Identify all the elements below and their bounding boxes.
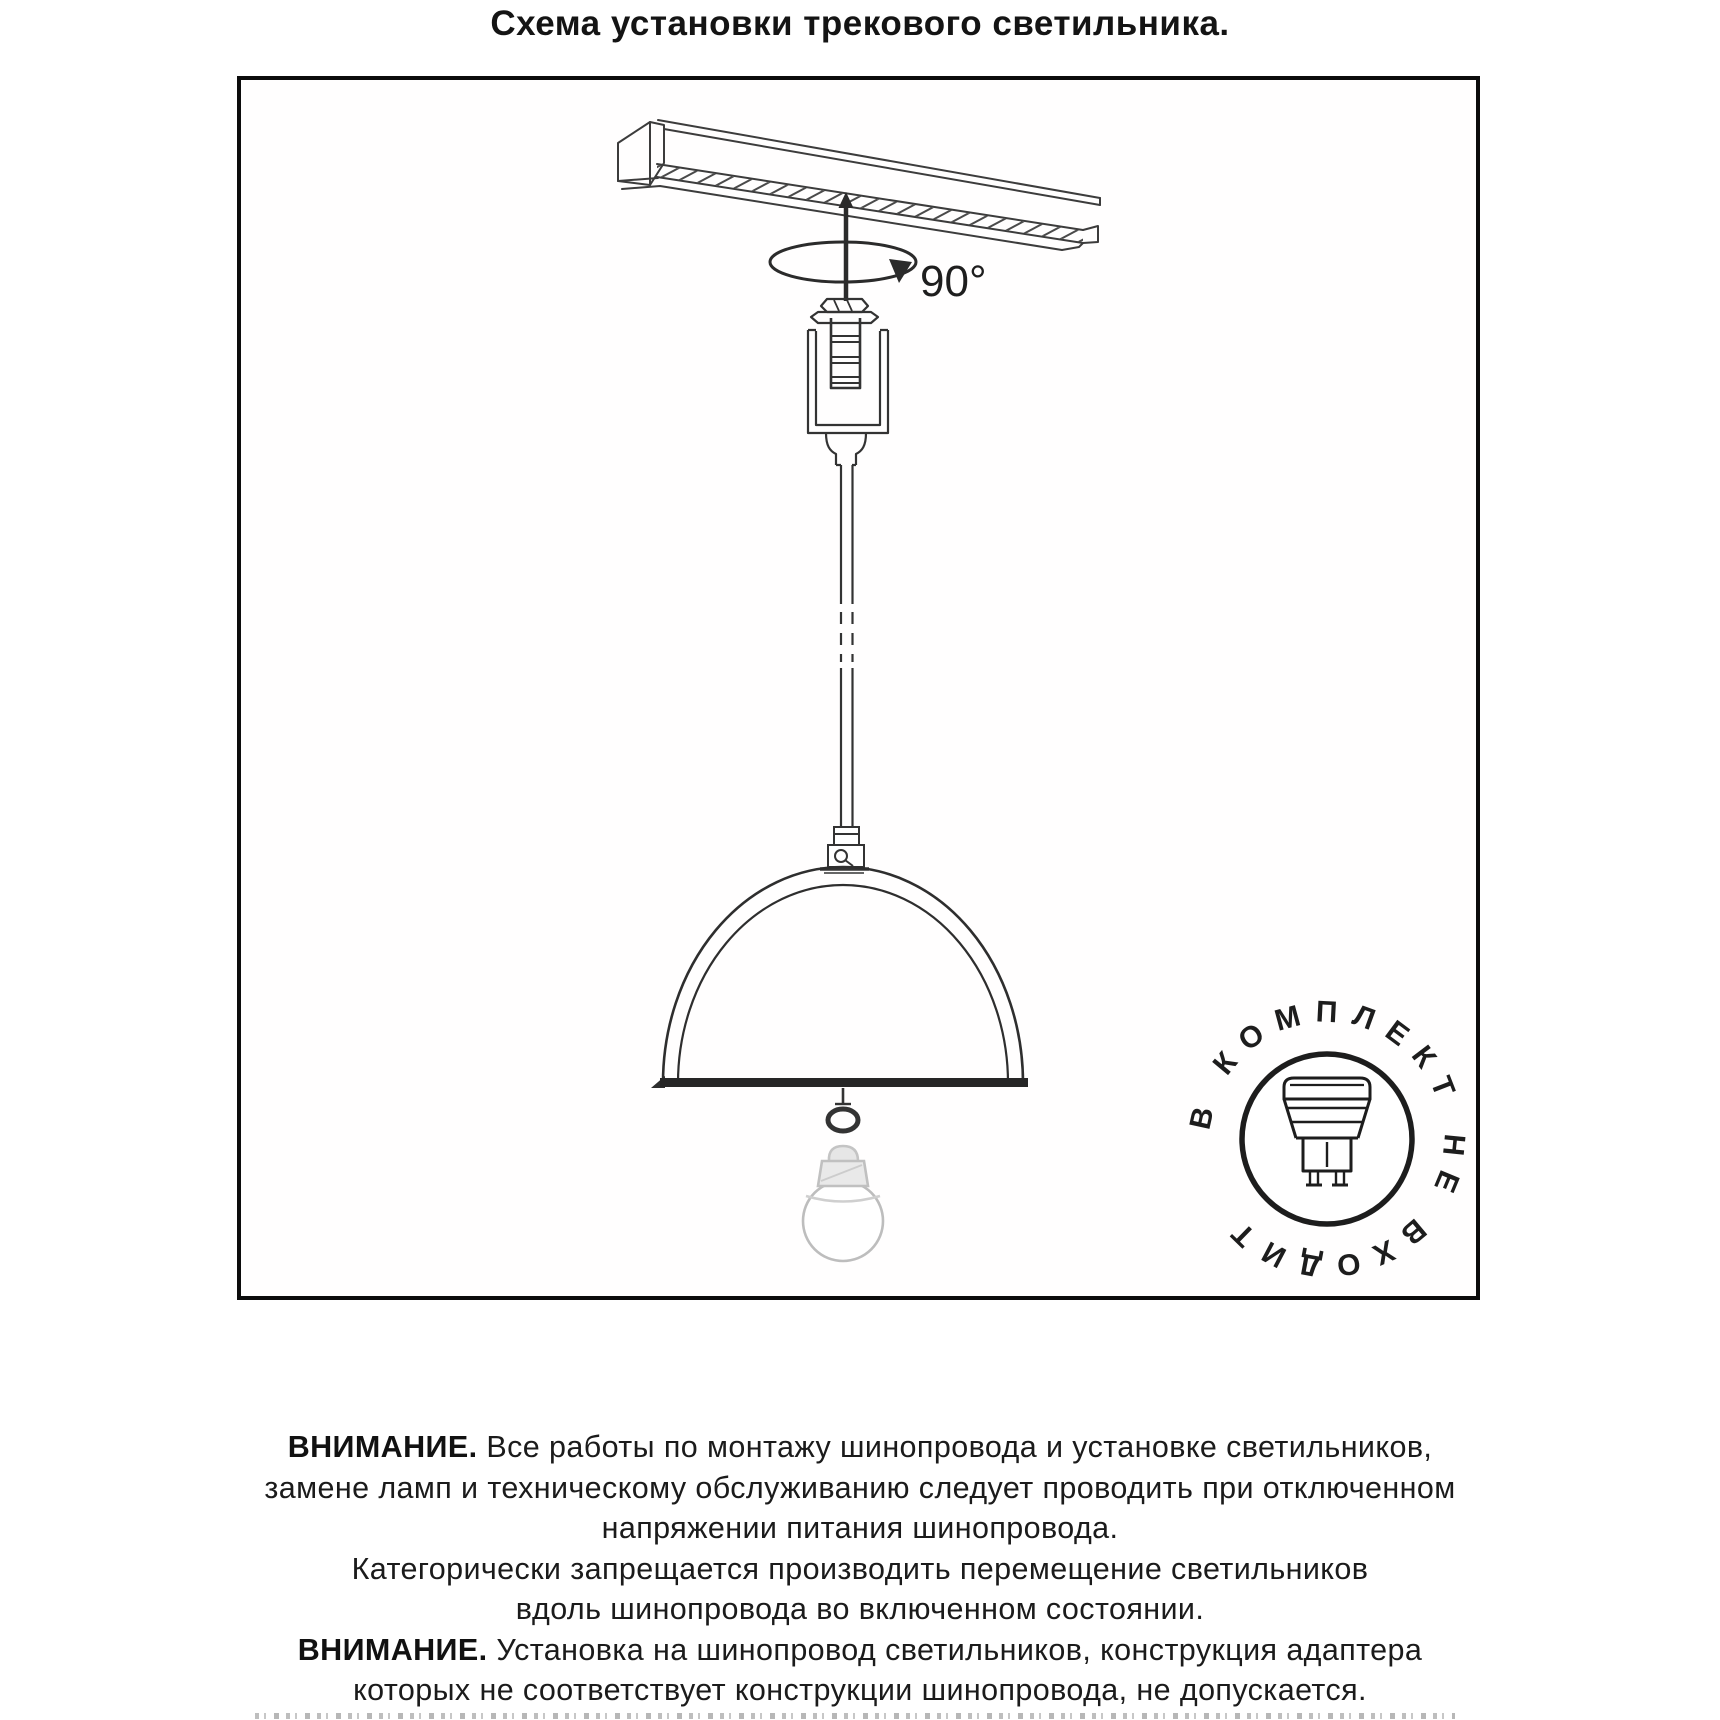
warning-prefix: ВНИМАНИЕ. <box>297 1632 488 1667</box>
diagram-frame <box>237 76 1480 1300</box>
warning-line: замене ламп и техническому обслуживанию следует проводить при отключенном <box>264 1470 1456 1505</box>
track-adapter <box>808 299 888 465</box>
warning-text <box>0 1427 1720 1711</box>
warning-line: которых не соответствует конструкции шинопровода, не допускается. <box>353 1673 1367 1707</box>
warning-line: Категорически запрещается производить перемещение светильников <box>351 1551 1369 1586</box>
lamp-shade <box>651 867 1028 1088</box>
lamp-socket <box>828 1088 858 1131</box>
stamp-text: В КОМПЛЕКТ НЕ ВХОДИТ <box>1183 995 1472 1284</box>
warning-line: напряжении питания шинопровода. <box>601 1511 1119 1545</box>
warning-prefix: ВНИМАНИЕ. <box>287 1430 478 1464</box>
installation-diagram <box>241 80 1476 1296</box>
track-rail <box>618 120 1100 250</box>
page-title: Схема установки трекового светильника. <box>490 4 1230 43</box>
warning-line: вдоль шинопровода во включенном состоянии. <box>515 1592 1205 1626</box>
warning-line: ВНИМАНИЕ. Установка на шинопровод светильников, конструкция адаптера <box>297 1632 1423 1667</box>
clipped-text-line <box>255 1713 1455 1719</box>
light-bulb <box>803 1146 883 1261</box>
not-included-stamp <box>1184 995 1471 1283</box>
warning-line: ВНИМАНИЕ. Все работы по монтажу шинопровода и установке светильников, <box>287 1430 1433 1464</box>
suspension-cable <box>841 465 853 828</box>
rotation-angle-label: 90° <box>920 257 987 306</box>
